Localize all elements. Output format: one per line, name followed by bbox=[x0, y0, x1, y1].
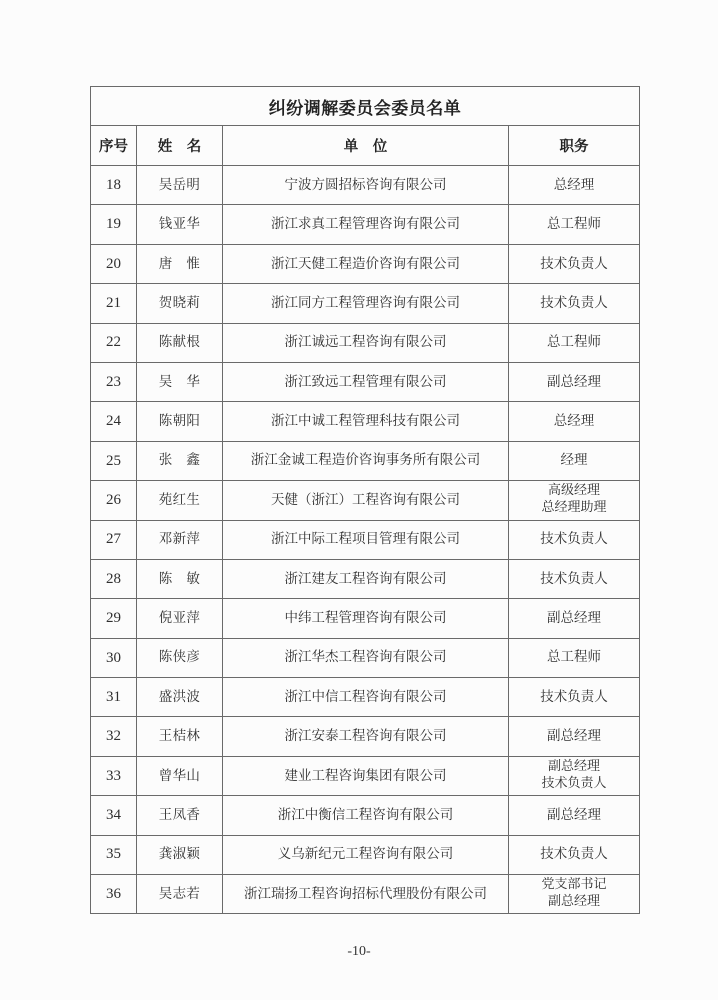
position-line: 副总经理 bbox=[547, 807, 601, 823]
cell-position bbox=[509, 284, 640, 323]
header-position: 职务 bbox=[509, 126, 640, 166]
cell-serial-number: 24 bbox=[91, 402, 137, 441]
cell-name: 盛洪波 bbox=[137, 678, 223, 717]
cell-position bbox=[509, 559, 640, 598]
cell-organization: 浙江中际工程项目管理有限公司 bbox=[223, 520, 509, 559]
cell-position bbox=[509, 402, 640, 441]
cell-serial-number: 34 bbox=[91, 796, 137, 835]
table-row bbox=[91, 835, 640, 874]
cell-organization: 浙江同方工程管理咨询有限公司 bbox=[223, 284, 509, 323]
cell-organization: 浙江求真工程管理咨询有限公司 bbox=[223, 205, 509, 244]
cell-organization: 中纬工程管理咨询有限公司 bbox=[223, 599, 509, 638]
cell-position bbox=[509, 835, 640, 874]
cell-position bbox=[509, 796, 640, 835]
cell-serial-number: 31 bbox=[91, 678, 137, 717]
cell-organization: 浙江诚远工程咨询有限公司 bbox=[223, 323, 509, 362]
cell-organization: 浙江中诚工程管理科技有限公司 bbox=[223, 402, 509, 441]
table-title: 纠纷调解委员会委员名单 bbox=[91, 87, 640, 126]
cell-position bbox=[509, 166, 640, 205]
position-line: 副总经理 bbox=[547, 610, 601, 627]
table-header-row bbox=[91, 126, 640, 166]
page-number: -10- bbox=[347, 944, 371, 959]
cell-name: 龚淑颖 bbox=[137, 835, 223, 874]
position-line: 技术负责人 bbox=[540, 570, 608, 587]
position-line: 总工程师 bbox=[547, 334, 601, 351]
cell-position bbox=[509, 520, 640, 559]
position-line: 技术负责人 bbox=[540, 688, 608, 705]
cell-name: 苑红生 bbox=[137, 481, 223, 520]
table-row bbox=[91, 402, 640, 441]
cell-serial-number: 25 bbox=[91, 441, 137, 480]
position-line: 总经理 bbox=[553, 176, 595, 193]
position-line: 技术负责人 bbox=[540, 294, 608, 311]
cell-organization: 宁波方圆招标咨询有限公司 bbox=[223, 166, 509, 205]
cell-serial-number: 22 bbox=[91, 323, 137, 362]
cell-serial-number: 23 bbox=[91, 362, 137, 401]
table-row bbox=[91, 678, 640, 717]
position-line: 经理 bbox=[560, 452, 588, 469]
cell-serial-number: 19 bbox=[91, 205, 137, 244]
cell-name: 唐 惟 bbox=[137, 244, 223, 283]
cell-name: 钱亚华 bbox=[137, 205, 223, 244]
table-row bbox=[91, 796, 640, 835]
position-line: 技术负责人 bbox=[541, 776, 607, 792]
table-row bbox=[91, 284, 640, 323]
cell-name: 王凤香 bbox=[137, 796, 223, 835]
cell-name: 吴岳明 bbox=[137, 166, 223, 205]
cell-serial-number: 18 bbox=[91, 166, 137, 205]
cell-position bbox=[509, 362, 640, 401]
cell-name: 陈侠彦 bbox=[137, 638, 223, 677]
header-name: 姓 名 bbox=[137, 126, 223, 166]
cell-organization: 浙江华杰工程咨询有限公司 bbox=[223, 638, 509, 677]
position-line: 总工程师 bbox=[547, 216, 601, 233]
cell-organization: 浙江中衡信工程咨询有限公司 bbox=[223, 796, 509, 835]
cell-position bbox=[509, 481, 640, 520]
cell-name: 曾华山 bbox=[137, 756, 223, 795]
table-title-row bbox=[91, 87, 640, 126]
cell-position bbox=[509, 678, 640, 717]
position-line: 副总经理 bbox=[547, 373, 601, 390]
table-row bbox=[91, 559, 640, 598]
table-row bbox=[91, 244, 640, 283]
table-row bbox=[91, 756, 640, 795]
position-line: 高级经理 bbox=[547, 483, 600, 499]
committee-member-table bbox=[90, 86, 640, 914]
header-serial-number: 序号 bbox=[91, 126, 137, 166]
cell-name: 张 鑫 bbox=[137, 441, 223, 480]
cell-organization: 浙江金诚工程造价咨询事务所有限公司 bbox=[223, 441, 509, 480]
cell-organization: 浙江建友工程咨询有限公司 bbox=[223, 559, 509, 598]
cell-name: 贺晓莉 bbox=[137, 284, 223, 323]
table-row bbox=[91, 717, 640, 756]
header-organization: 单 位 bbox=[223, 126, 509, 166]
cell-serial-number: 33 bbox=[91, 756, 137, 795]
cell-name: 陈献根 bbox=[137, 323, 223, 362]
cell-serial-number: 26 bbox=[91, 481, 137, 520]
cell-name: 倪亚萍 bbox=[137, 599, 223, 638]
position-line: 总经理 bbox=[553, 413, 595, 430]
position-line: 总工程师 bbox=[547, 649, 601, 666]
position-line: 副总经理 bbox=[547, 728, 601, 745]
cell-organization: 义乌新纪元工程咨询有限公司 bbox=[223, 835, 509, 874]
cell-organization: 浙江中信工程咨询有限公司 bbox=[223, 678, 509, 717]
cell-name: 吴志若 bbox=[137, 875, 223, 914]
cell-serial-number: 35 bbox=[91, 835, 137, 874]
cell-serial-number: 36 bbox=[91, 875, 137, 914]
table-row bbox=[91, 441, 640, 480]
cell-serial-number: 32 bbox=[91, 717, 137, 756]
cell-name: 吴 华 bbox=[137, 362, 223, 401]
cell-organization: 浙江安泰工程咨询有限公司 bbox=[223, 717, 509, 756]
table-row bbox=[91, 638, 640, 677]
cell-name: 陈 敏 bbox=[137, 559, 223, 598]
cell-serial-number: 29 bbox=[91, 599, 137, 638]
cell-position bbox=[509, 323, 640, 362]
position-line: 党支部书记 bbox=[541, 877, 607, 893]
table-row bbox=[91, 481, 640, 520]
cell-position bbox=[509, 205, 640, 244]
cell-serial-number: 28 bbox=[91, 559, 137, 598]
position-line: 技术负责人 bbox=[540, 846, 608, 863]
cell-position bbox=[509, 756, 640, 795]
cell-organization: 浙江天健工程造价咨询有限公司 bbox=[223, 244, 509, 283]
table-row bbox=[91, 166, 640, 205]
position-line: 副总经理 bbox=[547, 759, 600, 775]
cell-name: 王桔林 bbox=[137, 717, 223, 756]
cell-position bbox=[509, 717, 640, 756]
cell-serial-number: 30 bbox=[91, 638, 137, 677]
cell-position bbox=[509, 638, 640, 677]
position-line: 技术负责人 bbox=[540, 531, 608, 548]
table-row bbox=[91, 520, 640, 559]
position-line: 总经理助理 bbox=[541, 500, 607, 516]
table-row bbox=[91, 875, 640, 914]
cell-position bbox=[509, 875, 640, 914]
table-row bbox=[91, 323, 640, 362]
cell-position bbox=[509, 441, 640, 480]
cell-organization: 天健（浙江）工程咨询有限公司 bbox=[223, 481, 509, 520]
table-row bbox=[91, 362, 640, 401]
cell-serial-number: 27 bbox=[91, 520, 137, 559]
cell-serial-number: 20 bbox=[91, 244, 137, 283]
position-line: 副总经理 bbox=[547, 894, 600, 910]
cell-organization: 建业工程咨询集团有限公司 bbox=[223, 756, 509, 795]
cell-name: 邓新萍 bbox=[137, 520, 223, 559]
cell-position bbox=[509, 599, 640, 638]
table-row bbox=[91, 205, 640, 244]
cell-organization: 浙江致远工程管理有限公司 bbox=[223, 362, 509, 401]
position-line: 技术负责人 bbox=[540, 255, 608, 272]
table-row bbox=[91, 599, 640, 638]
cell-organization: 浙江瑞扬工程咨询招标代理股份有限公司 bbox=[223, 875, 509, 914]
cell-serial-number: 21 bbox=[91, 284, 137, 323]
cell-name: 陈朝阳 bbox=[137, 402, 223, 441]
cell-position bbox=[509, 244, 640, 283]
